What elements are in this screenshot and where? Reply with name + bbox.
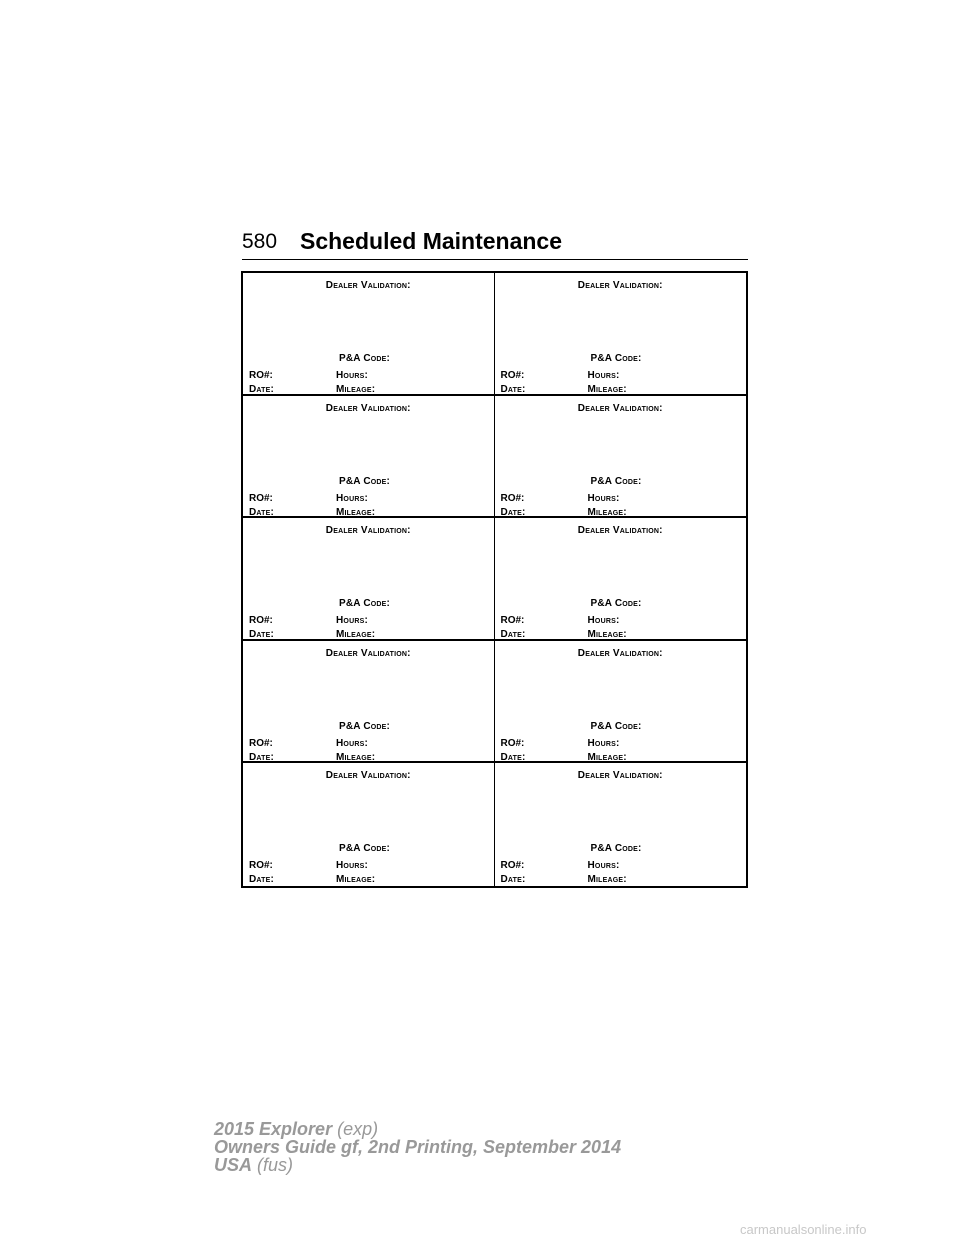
document-footer bbox=[214, 1120, 621, 1174]
footer-model: 2015 Explorer bbox=[214, 1119, 333, 1139]
validation-cell bbox=[495, 641, 747, 764]
mileage-label: Mileage: bbox=[336, 751, 376, 763]
mileage-label: Mileage: bbox=[587, 874, 627, 886]
date-label: Date: bbox=[249, 629, 275, 641]
ro-number-label: RO#: bbox=[249, 860, 273, 872]
mileage-label: Mileage: bbox=[336, 506, 376, 518]
pa-code-label: P&A Code: bbox=[339, 843, 391, 855]
ro-number-label: RO#: bbox=[500, 370, 525, 381]
validation-cell bbox=[495, 518, 747, 641]
dealer-validation-label: Dealer Validation: bbox=[325, 525, 411, 537]
hours-label: Hours: bbox=[587, 370, 620, 381]
date-label: Date: bbox=[500, 751, 526, 763]
dealer-validation-label: Dealer Validation: bbox=[577, 770, 663, 782]
validation-cell bbox=[495, 273, 747, 396]
validation-cell bbox=[243, 763, 495, 886]
header-rule bbox=[242, 259, 748, 260]
validation-cell bbox=[243, 273, 495, 396]
hours-label: Hours: bbox=[336, 860, 368, 872]
ro-number-label: RO#: bbox=[249, 737, 273, 749]
maintenance-record-grid bbox=[241, 271, 748, 888]
pa-code-label: P&A Code: bbox=[339, 720, 391, 732]
date-label: Date: bbox=[500, 384, 526, 395]
pa-code-label: P&A Code: bbox=[339, 475, 391, 487]
footer-model-code: (exp) bbox=[337, 1119, 379, 1139]
pa-code-label: P&A Code: bbox=[590, 598, 642, 610]
dealer-validation-label: Dealer Validation: bbox=[325, 770, 411, 782]
validation-cell bbox=[495, 396, 747, 519]
hours-label: Hours: bbox=[336, 615, 368, 627]
ro-number-label: RO#: bbox=[500, 492, 525, 504]
hours-label: Hours: bbox=[587, 615, 620, 627]
pa-code-label: P&A Code: bbox=[590, 720, 642, 732]
date-label: Date: bbox=[249, 506, 275, 518]
date-label: Date: bbox=[249, 384, 275, 395]
pa-code-label: P&A Code: bbox=[590, 843, 642, 855]
hours-label: Hours: bbox=[336, 492, 368, 504]
ro-number-label: RO#: bbox=[249, 615, 273, 627]
date-label: Date: bbox=[500, 506, 526, 518]
dealer-validation-label: Dealer Validation: bbox=[325, 402, 411, 414]
validation-cell bbox=[243, 396, 495, 519]
mileage-label: Mileage: bbox=[336, 629, 376, 641]
page-header bbox=[242, 228, 748, 258]
date-label: Date: bbox=[500, 874, 526, 886]
watermark-text: carmanualsonline.info bbox=[740, 1222, 867, 1237]
footer-market: USA bbox=[214, 1155, 253, 1175]
hours-label: Hours: bbox=[587, 737, 620, 749]
dealer-validation-label: Dealer Validation: bbox=[577, 280, 663, 291]
validation-cell bbox=[243, 641, 495, 764]
pa-code-label: P&A Code: bbox=[339, 353, 391, 364]
dealer-validation-label: Dealer Validation: bbox=[577, 647, 663, 659]
ro-number-label: RO#: bbox=[249, 492, 273, 504]
date-label: Date: bbox=[249, 874, 275, 886]
pa-code-label: P&A Code: bbox=[590, 353, 642, 364]
footer-market-code: (fus) bbox=[257, 1155, 294, 1175]
date-label: Date: bbox=[249, 751, 275, 763]
dealer-validation-label: Dealer Validation: bbox=[325, 280, 411, 291]
pa-code-label: P&A Code: bbox=[590, 475, 642, 487]
hours-label: Hours: bbox=[587, 860, 620, 872]
hours-label: Hours: bbox=[336, 737, 368, 749]
dealer-validation-label: Dealer Validation: bbox=[325, 647, 411, 659]
validation-cell bbox=[243, 518, 495, 641]
mileage-label: Mileage: bbox=[587, 506, 627, 518]
mileage-label: Mileage: bbox=[336, 384, 376, 395]
dealer-validation-label: Dealer Validation: bbox=[577, 525, 663, 537]
footer-line-market bbox=[214, 1156, 621, 1174]
ro-number-label: RO#: bbox=[500, 615, 525, 627]
mileage-label: Mileage: bbox=[587, 751, 627, 763]
page-title: Scheduled Maintenance bbox=[300, 228, 563, 254]
ro-number-label: RO#: bbox=[500, 860, 525, 872]
footer-line-model bbox=[214, 1120, 621, 1138]
hours-label: Hours: bbox=[336, 370, 368, 381]
mileage-label: Mileage: bbox=[587, 629, 627, 641]
validation-cell bbox=[495, 763, 747, 886]
mileage-label: Mileage: bbox=[587, 384, 627, 395]
dealer-validation-label: Dealer Validation: bbox=[577, 402, 663, 414]
date-label: Date: bbox=[500, 629, 526, 641]
mileage-label: Mileage: bbox=[336, 874, 376, 886]
ro-number-label: RO#: bbox=[500, 737, 525, 749]
ro-number-label: RO#: bbox=[249, 370, 273, 381]
footer-line-printing: Owners Guide gf, 2nd Printing, September 2014 bbox=[214, 1137, 622, 1157]
pa-code-label: P&A Code: bbox=[339, 598, 391, 610]
hours-label: Hours: bbox=[587, 492, 620, 504]
page-number: 580 bbox=[242, 230, 278, 253]
